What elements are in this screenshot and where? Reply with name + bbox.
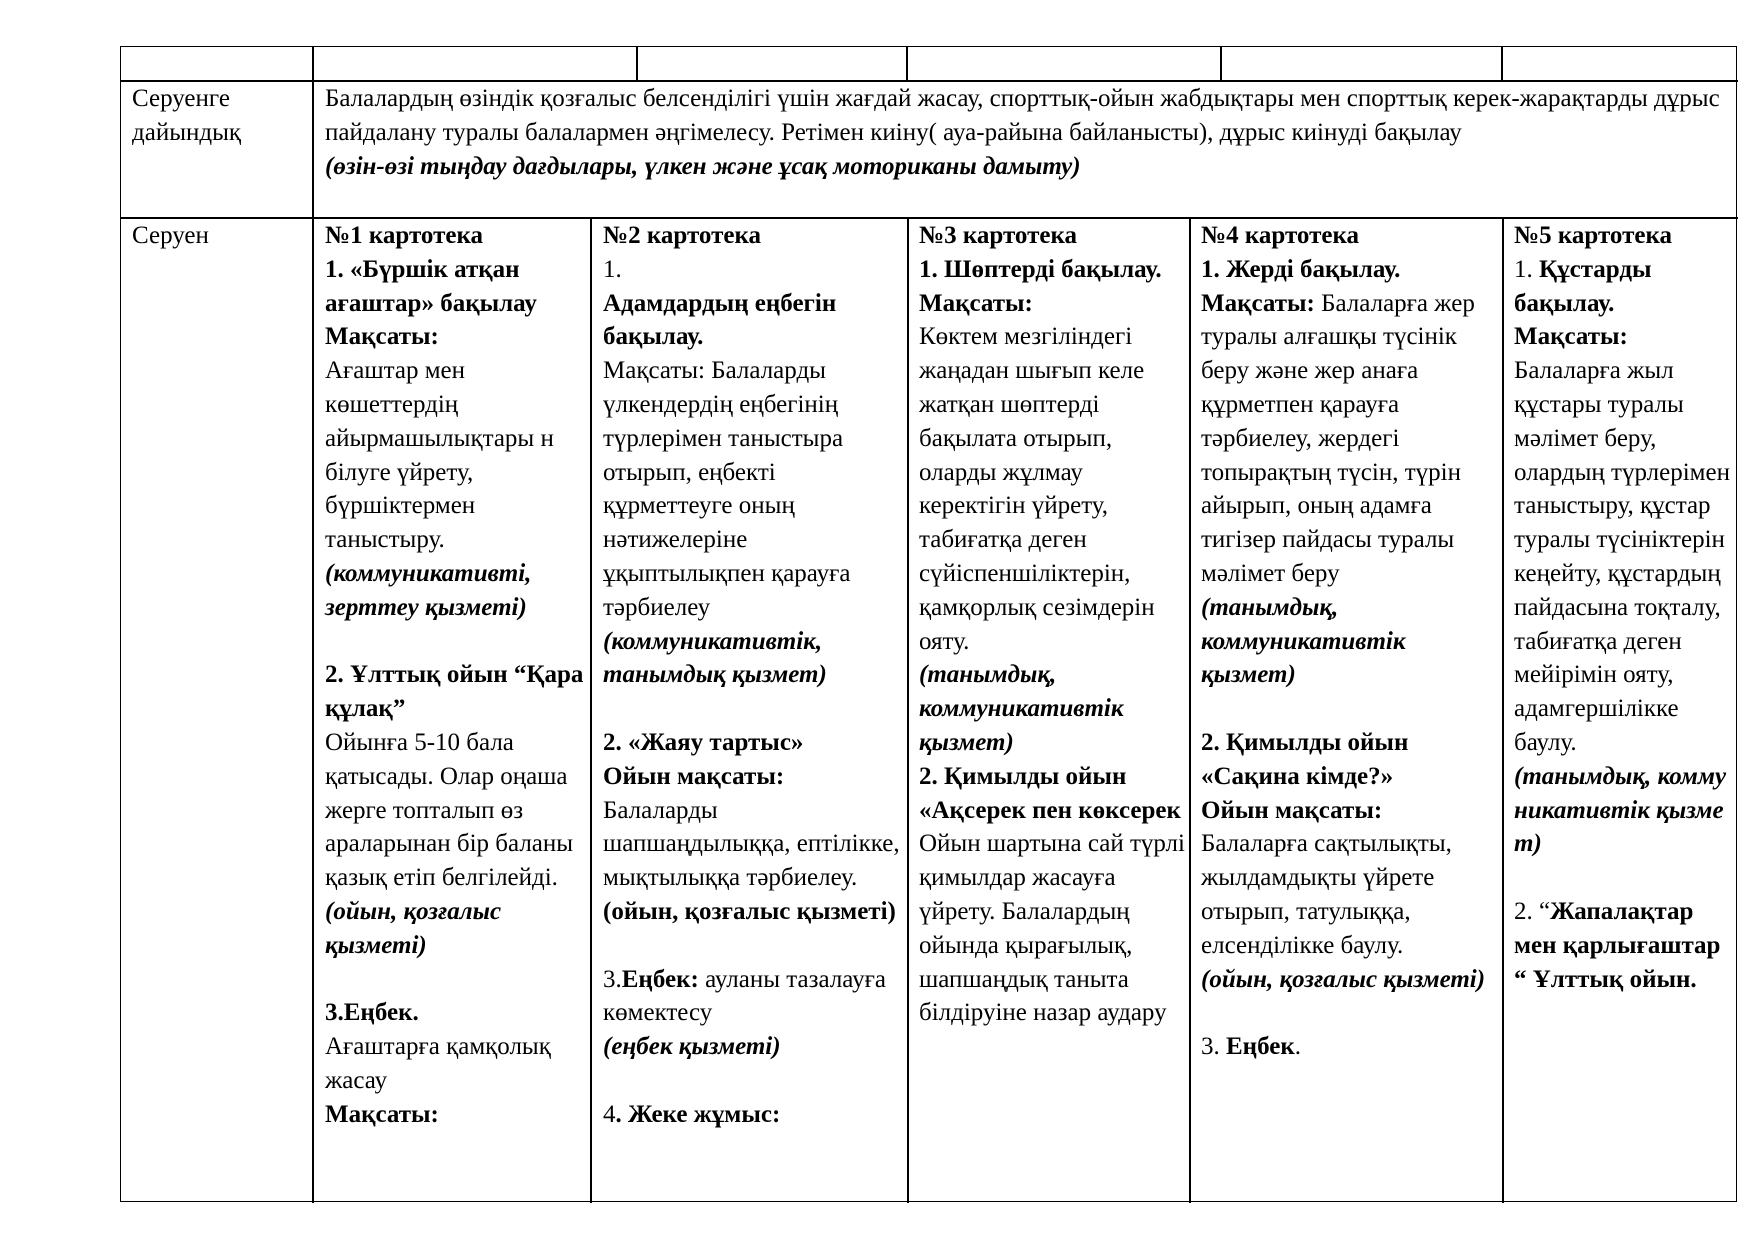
work-activity: (еңбек қызметі): [603, 1033, 781, 1061]
work-title: 3.Еңбек.: [325, 999, 419, 1027]
work-number: 3.: [603, 965, 622, 993]
goal-text: Балаларға жыл құстары туралы мәлімет беру, олардың түрлерімен таныстыру, құстар туралы түсініктерін кеңейту, құстардың пайдасына тоқталу, табиғатқа деген мейірімін ояту, адамгершілікке баулу.: [1514, 357, 1730, 756]
work-label: Еңбек:: [621, 965, 699, 993]
card-title: №4 картотека: [1201, 222, 1359, 249]
game-text: Балаларды шапшаңдылыққа, ептілікке, мықтылыққа тәрбиелеу.: [603, 796, 900, 892]
observation-title: 1. Жерді бақылау.: [1201, 255, 1401, 283]
observation-title: Құстарды бақылау.: [1514, 255, 1652, 317]
work-text: Ағаштарға қамқолық жасау: [325, 1033, 551, 1094]
work-line: [603, 963, 902, 1031]
column-divider: [906, 47, 908, 80]
personal-label: . Жеке жұмыс:: [615, 1100, 781, 1128]
schedule-table: [120, 46, 1737, 1202]
work-line: [1201, 1030, 1486, 1064]
goal-paragraph: [1514, 320, 1736, 759]
game-title: 2. Қимылды ойын «Сақина кімде?» Ойын мақсаты:: [1201, 728, 1409, 824]
card-title: №5 картотека: [1514, 222, 1672, 249]
card-3: [909, 219, 1189, 1202]
activity-type: (танымдық, коммуникативтік қызмет): [1514, 762, 1727, 858]
card-title: №2 картотека: [603, 222, 761, 249]
card-1: [314, 219, 590, 1202]
work-number: 3.: [1201, 1033, 1226, 1061]
work-dot: .: [1294, 1033, 1301, 1061]
column-divider: [636, 47, 638, 80]
prep-text: Балалардың өзіндік қозғалыс белсенділігі үшін жағдай жасау, спорттық-ойын жабдықтары мен спорттық керек-жарақтарды дұрыс пайдалану туралы балалармен әңгімелесу. Ретімен киіну( ауа-райына байланысты), дұрыс киінуді бақылау: [325, 85, 1720, 146]
card-2: [592, 219, 906, 1202]
work-label: Еңбек: [1226, 1033, 1295, 1061]
game-text: Балаларға сақтылықты, жылдамдықты үйрете отырып, татулыққа, елсенділікке баулу.: [1201, 830, 1452, 959]
goal-text: Балаларға жер туралы алғашқы түсінік беру және жер анаға құрметпен қарауға тәрбиелеу, жердегі топырақтың түсін, түрін айырып, оның адамға тигізер пайдасы туралы мәлімет беру: [1201, 289, 1475, 587]
column-divider: [1220, 47, 1222, 80]
card-title: №3 картотека: [919, 222, 1077, 249]
game-text: Ойын шартына сай түрлі қимылдар жасауға үйрету. Балалардың ойында қырағылық, шапшаңдық таныта білдіруіне назар аудару: [919, 830, 1185, 1027]
game-title: 2. Қимылды ойын «Ақсерек пен көксерек: [919, 762, 1181, 824]
column-divider: [1501, 47, 1503, 80]
game-title: 2. «Жаяу тартыс»: [603, 728, 804, 756]
walk-label-cell: [121, 219, 311, 253]
game-activity: (ойын, қозғалыс қызметі): [1201, 965, 1486, 993]
game-activity: (ойын, қозғалыс қызметі): [325, 897, 502, 959]
game-number: 2. “: [1514, 897, 1551, 925]
game-title: 2. Ұлттық ойын “Қара құлақ”: [325, 661, 584, 723]
observation-line: [1514, 253, 1736, 321]
goal-label: Мақсаты:: [919, 289, 1033, 317]
card-5: [1504, 219, 1738, 1202]
goal-label: Мақсаты:: [325, 323, 439, 351]
goal-text: Мақсаты: Балаларды үлкендердің еңбегінің түрлерімен таныстыра отырып, еңбекті құрметтеуге оның нәтижелеріне ұқыптылықпен қарауға тәрбиелеу: [603, 357, 851, 621]
activity-type: (танымдық, коммуникативтік қызмет): [919, 661, 1124, 756]
personal-line: [603, 1098, 902, 1132]
activity-type: (коммуникативтік, танымдық қызмет): [603, 627, 827, 689]
prep-label: Серуенге дайындық: [132, 85, 242, 146]
walk-label: Серуен: [132, 222, 209, 249]
game-text: Ойынға 5-10 бала қатысады. Олар оңаша жерге топталып өз араларынан бір баланы қазық етіп белгілейді.: [325, 728, 574, 892]
prep-label-cell: [121, 82, 311, 216]
goal-text: Көктем мезгіліндегі жаңадан шығып келе жатқан шөптерді бақылата отырып, оларды жұлмау керектігін үйрету, табиғатқа деген сүйіспеншіліктерін, қамқорлық сезімдерін ояту.: [919, 323, 1155, 655]
card-4: [1191, 219, 1502, 1202]
goal-text: Ағаштар мен көшеттердің айырмашылықтары н білуге үйрету, бүршіктермен таныстыру.: [325, 357, 554, 554]
prep-text-cell: [314, 82, 1738, 216]
game-line: [1514, 895, 1736, 996]
prep-note: (өзін-өзі тыңдау дағдылары, үлкен және ұсақ моториканы дамыту): [325, 152, 1081, 180]
card-title: №1 картотека: [325, 222, 483, 249]
activity-type: (танымдық, коммуникативтік қызмет): [1201, 593, 1406, 689]
personal-number: 4: [603, 1100, 616, 1128]
observation-number: 1.: [1514, 255, 1539, 283]
game-title: Жапалақтар мен қарлығаштар “ Ұлттық ойын.: [1514, 897, 1721, 993]
observation-title: 1. Шөптерді бақылау.: [919, 255, 1162, 283]
goal-paragraph: [1201, 287, 1486, 591]
work-text: ауланы тазалауға көмектесу: [603, 965, 886, 1027]
game-goal-label: Ойын мақсаты:: [603, 762, 785, 790]
goal-label: Мақсаты:: [1201, 289, 1315, 317]
work-goal: Мақсаты:: [325, 1100, 439, 1128]
observation-number: 1.: [603, 255, 622, 283]
observation-title: Адамдардың еңбегін бақылау.: [603, 289, 837, 351]
activity-type: (коммуникативті, зерттеу қызметі): [325, 559, 532, 621]
game-activity: (ойын, қозғалыс қызметі): [603, 897, 896, 925]
goal-label: Мақсаты:: [1514, 323, 1628, 351]
observation-title: 1. «Бүршік атқан ағаштар» бақылау: [325, 255, 537, 317]
